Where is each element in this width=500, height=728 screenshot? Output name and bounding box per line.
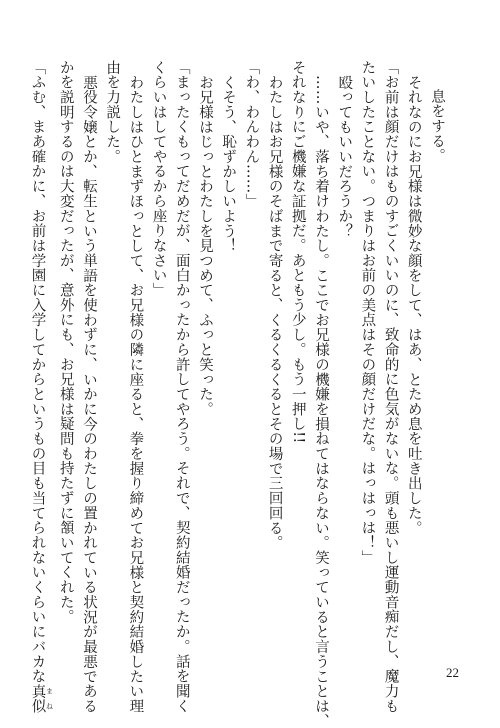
ruby-word [29,683,54,714]
text-line: それなのにお兄様は微妙な顔をして、はあ、とため息を吐き出した。 [405,74,422,535]
text-line: 「まったくもってだめだが、面白かったから許してやろう。それで、契約結婚だったか。話を聞く [173,60,190,714]
text-line: お兄様はじっとわたしを見つめて、ふっと笑った。 [196,74,213,417]
ruby-reading: まね [45,683,54,714]
text-line: 息をする。 [429,89,445,164]
text-line: かを説明するのは大変だったが、意外にも、お兄様は疑問も持たずに頷いてくれた。 [57,60,74,625]
page-number: 22 [446,665,459,680]
text-line: 悪役令嬢とか、転生という単語を使わずに、いかに今のわたしの置かれている状況が最悪である [80,74,97,714]
text-line: くそう、恥ずかしいよう！ [220,74,237,253]
text-line: くらいはしてやるから座りなさい」 [150,60,167,298]
text-line-last-body: 「ふむ、まあ確かに、お前は学園に入学してからというもの目も当てられないくらいにバカな [29,60,46,684]
text-line: 「お前は顔だけはものすごくいいのに、致命的に色気がないな。頭も悪いし運動音痴だし、魔力も [382,60,399,714]
text-line: それなりにご機嫌な証拠だ。あともう少し。もう一押し!! [289,60,306,444]
text-line: たいしたことない。つまりはお前の美点はその顔だけだな。はっはっは！」 [359,60,376,565]
text-line: 由を力説した。 [104,60,121,164]
text-line: わたしはお兄様のそばまで寄ると、くるくるくるとその場で三回回る。 [266,74,283,550]
text-line: わたしはひとまずほっとして、お兄様の隣に座ると、拳を握り締めてお兄様と契約結婚したい理 [127,74,144,714]
vertical-text-block [29,60,448,728]
text-line: ……いや、落ち着けわたし。ここでお兄様の機嫌を損ねてはならない。笑っていると言うことは、 [312,74,329,728]
text-line-last [25,60,54,714]
text-line: 殴ってもいいだろうか？ [336,74,353,238]
text-line: 「わ、わんわん……」 [243,60,260,209]
ruby-base: 真似 [29,683,46,714]
